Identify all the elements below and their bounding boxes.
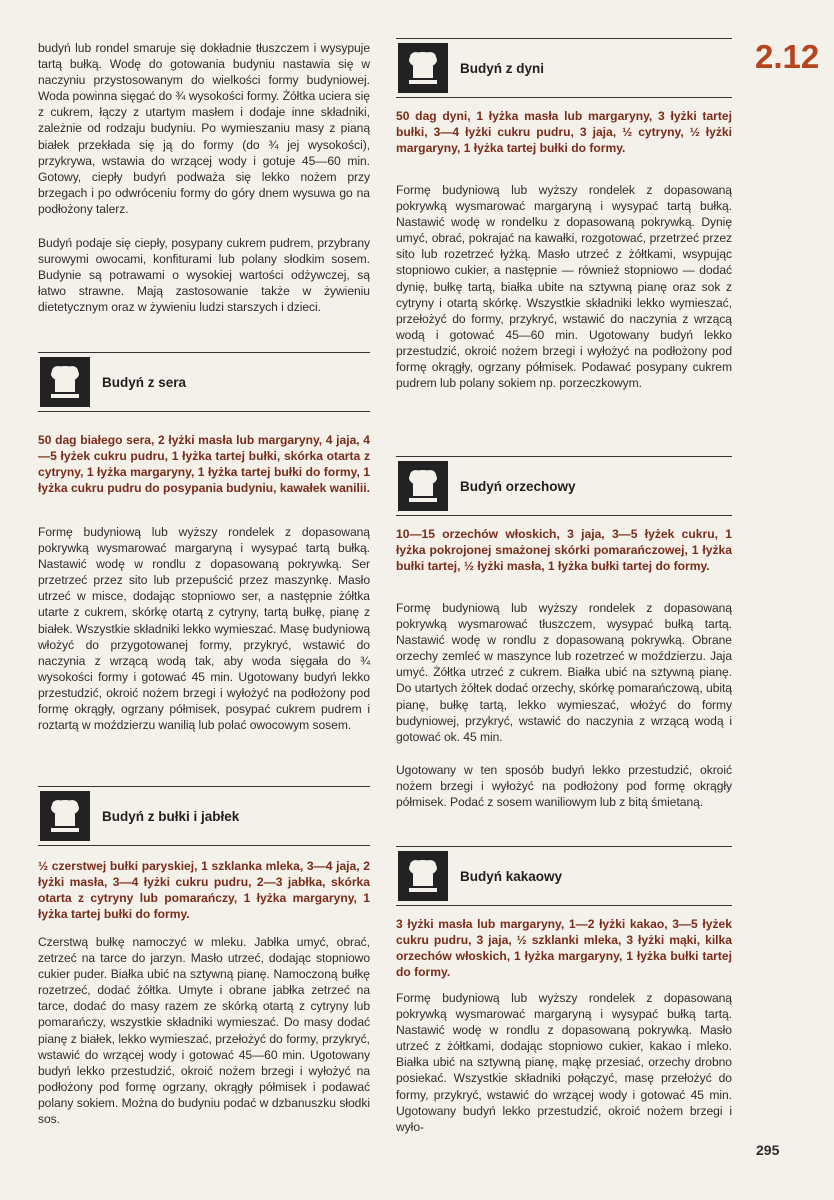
recipe-ingredients: 50 dag białego sera, 2 łyżki masła lub margaryny, 4 jaja, 4—5 łyżek cukru pudru, 1 łyżka tartej bułki, skórka otarta z cytryny, 1 łyżka margaryny, 1 łyżka tartej bułki do formy, 1 łyżka cukru pudru do posypania budyniu, kawałek wanilii.: [38, 433, 370, 496]
recipe-title: Budyń z dyni: [460, 60, 544, 76]
recipe-header-ser: [38, 352, 370, 412]
recipe-method: Formę budyniową lub wyższy rondelek z dopasowaną pokrywką wysmarować margaryną i wysypać tartą bułką. Nastawić wodę w rondlu z dopasowaną pokrywką. Ser przetrzeć przez sito lub przepuścić przez maszynkę. Masło utrzeć w misce, dodając stopniowo ser, a następnie żółtka utarte z cukrem, skórkę otartą z cytryny, tartą bułkę, pianę z białek. Wszystkie składniki lekko wymieszać. Masę budyniową włożyć do przygotowanej formy, przykryć, wstawić do naczynia z wrzącą wodą tak, aby woda sięgała do ¾ wysokości formy i gotować 45 min. Ugotowany budyń lekko przestudzić, okroić nożem brzegi i wyłożyć na podłożony pod formę okrągły, ogrzany półmisek, posypać cukrem pudrem i roztartą w moździerzu wanilią lub polać owocowym sosem.: [38, 525, 370, 733]
pudding-icon: [398, 851, 448, 901]
recipe-header-dynia: [396, 38, 732, 98]
recipe-header-orzechowy: [396, 456, 732, 516]
recipe-method: Formę budyniową lub wyższy rondelek z dopasowaną pokrywką wysmarować tłuszczem, wysypać bułką tartą. Nastawić wodę w rondlu z dopasowaną pokrywką. Obrane orzechy zemleć w maszynce lub rozetrzeć w moździerzu. Jaja umyć. Żółtka utrzeć z cukrem. Białka ubić na sztywną pianę. Do utartych żółtek dodać orzechy, skórkę pomarańczową, ubitą pianę, bułkę tartą, lekko wymieszać, włożyć do formy budyniowej, przykryć, wstawić do naczynia z wrzącą wodą i gotować ok. 45 min.: [396, 601, 732, 744]
intro-paragraph: budyń lub rondel smaruje się dokładnie tłuszczem i wysypuje tartą bułką. Wodę do gotowania budyniu nastawia się w naczyniu przystosowanym do wielkości formy budyniowej. Woda powinna sięgać do ¾ wysokości formy. Żółtka uciera się z cukrem, łączy z utartym masłem i dodaje inne składniki, zależnie od rodzaju budyniu. Po wymieszaniu masy z pianą białek przekłada się ją do formy (do ¾ jej wysokości), przykrywa, wstawia do wrzącej wody i gotuje 45—60 min. Gotowy, ciepły budyń podważa się lekko nożem przy brzegach i po odwróceniu formy do góry dnem wysuwa go na podłożony talerz.: [38, 41, 370, 216]
pudding-icon: [40, 791, 90, 841]
pudding-icon: [398, 43, 448, 93]
recipe-title: Budyń orzechowy: [460, 478, 576, 494]
recipe-title: Budyń z sera: [102, 374, 187, 390]
recipe-ingredients: 50 dag dyni, 1 łyżka masła lub margaryny, 3 łyżki tartej bułki, 3—4 łyżki cukru pudru, 3 jaja, ½ cytryny, ½ łyżki margaryny, 1 łyżka tartej bułki do formy.: [396, 109, 732, 156]
recipe-header-bulka: [38, 786, 370, 846]
intro-paragraph-2: Budyń podaje się ciepły, posypany cukrem pudrem, przybrany surowymi owocami, konfiturami lub polany słodkim sosem. Budynie są potrawami o wysokiej wartości odżywczej, są łatwo strawne. Mają zastosowanie także w żywieniu dietetycznym oraz w żywieniu ludzi starszych i dzieci.: [38, 236, 370, 315]
page-number: 295: [756, 1142, 780, 1158]
recipe-method: Formę budyniową lub wyższy rondelek z dopasowaną pokrywką wysmarować margaryną i wysypać tartą bułką. Nastawić wodę w rondelku z dopasowaną pokrywką. Dynię umyć, obrać, pokrajać na kawałki, rozgotować, przetrzeć przez sito lub rozetrzeć łyżką. Masło utrzeć z żółtkami, wsypując stopniowo cukier, a następnie — również stopniowo — dodać dynię, bułkę tartą, białka ubite na sztywną pianę oraz sok z cytryny i otartą skórkę. Wszystkie składniki lekko wymieszać, przełożyć do formy, przykryć, wstawić do naczynia z wrzącą wodą i gotować 45—60 min. Ugotowany budyń lekko przestudzić, okroić nożem brzegi i wyłożyć na podłożony pod formę okrągły, ogrzany półmisek. Podawać posypany cukrem pudrem lub polany sokiem np. porzeczkowym.: [396, 183, 732, 391]
recipe-ingredients: ½ czerstwej bułki paryskiej, 1 szklanka mleka, 3—4 jaja, 2 łyżki masła, 3—4 łyżki cukru pudru, 2—3 jabłka, skórka otarta z cytryny lub pomarańczy, 1 łyżka margaryny, 1 łyżka tartej bułki do formy.: [38, 859, 370, 922]
recipe-title: Budyń kakaowy: [460, 868, 563, 884]
recipe-title: Budyń z bułki i jabłek: [102, 808, 240, 824]
pudding-icon: [40, 357, 90, 407]
chapter-number: 2.12: [755, 38, 820, 75]
pudding-icon: [398, 461, 448, 511]
recipe-method: Czerstwą bułkę namoczyć w mleku. Jabłka umyć, obrać, zetrzeć na tarce do jarzyn. Masło utrzeć, dodając stopniowo cukier puder. Białka ubić na sztywną pianę. Namoczoną bułkę rozetrzeć, dodać żółtka. Umyte i obrane jabłka zetrzeć na tarce, dodać do masy razem ze skórką otartą z cytryny lub pomarańczy, wszystkie składniki wymieszać. Do masy dodać pianę z białek, lekko wymieszać, przełożyć do formy, przykryć, wstawić do wrzącej wody i gotować 45—60 min. Ugotowany budyń lekko przestudzić, okroić nożem brzegi i wyłożyć na podłożony pod formę ogrzany, okrągły półmisek i podawać polany sokiem. Można do budyniu podać w dzbanuszku słodki sos.: [38, 935, 370, 1127]
recipe-ingredients: 3 łyżki masła lub margaryny, 1—2 łyżki kakao, 3—5 łyżek cukru pudru, 3 jaja, ½ szklanki mleka, 3 łyżki mąki, kilka orzechów włoskich, 1 łyżka margaryny, 1 łyżka bułki tartej do formy.: [396, 917, 732, 980]
recipe-method-2: Ugotowany w ten sposób budyń lekko przestudzić, okroić nożem brzegi i wyłożyć na podłożony pod formę okrągły półmisek. Podać z sosem waniliowym lub z bitą śmietaną.: [396, 763, 732, 810]
recipe-header-kakaowy: [396, 846, 732, 906]
recipe-ingredients: 10—15 orzechów włoskich, 3 jaja, 3—5 łyżek cukru, 1 łyżka pokrojonej smażonej skórki pomarańczowej, 1 łyżka bułki tartej, ½ łyżki masła, 1 łyżka bułki tartej do formy.: [396, 527, 732, 574]
recipe-method: Formę budyniową lub wyższy rondelek z dopasowaną pokrywką wysmarować margaryną i wysypać bułką tartą. Nastawić wodę w rondlu z dopasowaną pokrywką. Masło utrzeć z żółtkami, dodając stopniowo cukier, kakao i mleko. Białka ubić na sztywną pianę, mąkę przesiać, orzechy drobno posiekać. Wszystkie składniki połączyć, masę przełożyć do formy, przykryć, wstawić do wrzącej wody i gotować 45 min. Ugotowany budyń lekko przestudzić, okroić nożem brzegi i wyło-: [396, 991, 732, 1134]
